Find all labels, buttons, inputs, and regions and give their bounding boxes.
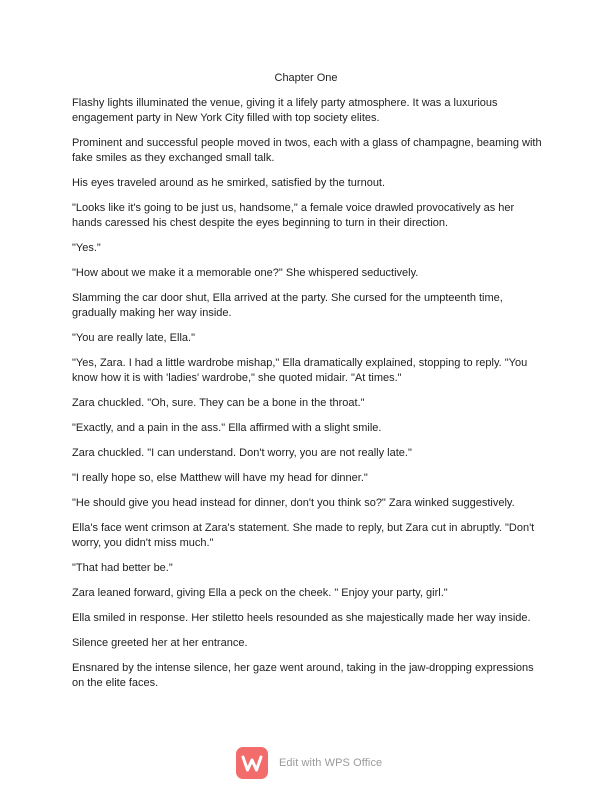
paragraph: Ensnared by the intense silence, her gaze went around, taking in the jaw-dropping expressions on the elite faces. — [72, 662, 534, 689]
paragraph: "Exactly, and a pain in the ass." Ella affirmed with a slight smile. — [72, 422, 382, 434]
paragraph: Ella smiled in response. Her stiletto heels resounded as she majestically made her way inside. — [72, 612, 531, 624]
paragraph: Silence greeted her at her entrance. — [72, 637, 248, 649]
paragraph: Ella's face went crimson at Zara's statement. She made to reply, but Zara cut in abruptly. "Don't worry, you didn't miss much." — [72, 522, 535, 549]
paragraph: "Yes." — [72, 242, 101, 254]
paragraph: "Yes, Zara. I had a little wardrobe mishap," Ella dramatically explained, stopping to reply. "You know how it is with 'ladies' wardrobe," she quoted midair. "At times." — [72, 357, 528, 384]
paragraph: "You are really late, Ella." — [72, 332, 195, 344]
chapter-title: Chapter One — [274, 72, 338, 84]
paragraph: Slamming the car door shut, Ella arrived at the party. She cursed for the umpteenth time, gradually making her way inside. — [72, 292, 503, 319]
paragraph: His eyes traveled around as he smirked, satisfied by the turnout. — [72, 177, 386, 189]
paragraph: "I really hope so, else Matthew will have my head for dinner." — [72, 472, 368, 484]
wps-logo-icon — [236, 747, 268, 779]
paragraph: Prominent and successful people moved in twos, each with a glass of champagne, beaming with fake smiles as they exchanged small talk. — [72, 137, 542, 164]
paragraph: Flashy lights illuminated the venue, giving it a lifely party atmosphere. It was a luxurious engagement party in New York City filled with top society elites. — [72, 97, 498, 124]
wps-watermark-text: Edit with WPS Office — [279, 757, 383, 769]
paragraph: "That had better be." — [72, 562, 173, 574]
paragraph: "He should give you head instead for dinner, don't you think so?" Zara winked suggestively. — [72, 497, 515, 509]
paragraph: "Looks like it's going to be just us, handsome," a female voice drawled provocatively as her hands caressed his chest despite the eyes beginning to turn in their direction. — [72, 202, 515, 229]
paragraph: Zara chuckled. "I can understand. Don't worry, you are not really late." — [72, 447, 412, 459]
wps-watermark[interactable] — [236, 746, 382, 780]
paragraph: Zara chuckled. "Oh, sure. They can be a bone in the throat." — [72, 397, 365, 409]
paragraph: "How about we make it a memorable one?" She whispered seductively. — [72, 267, 419, 279]
body-text — [72, 96, 542, 701]
paragraph: Zara leaned forward, giving Ella a peck on the cheek. " Enjoy your party, girl." — [72, 587, 448, 599]
